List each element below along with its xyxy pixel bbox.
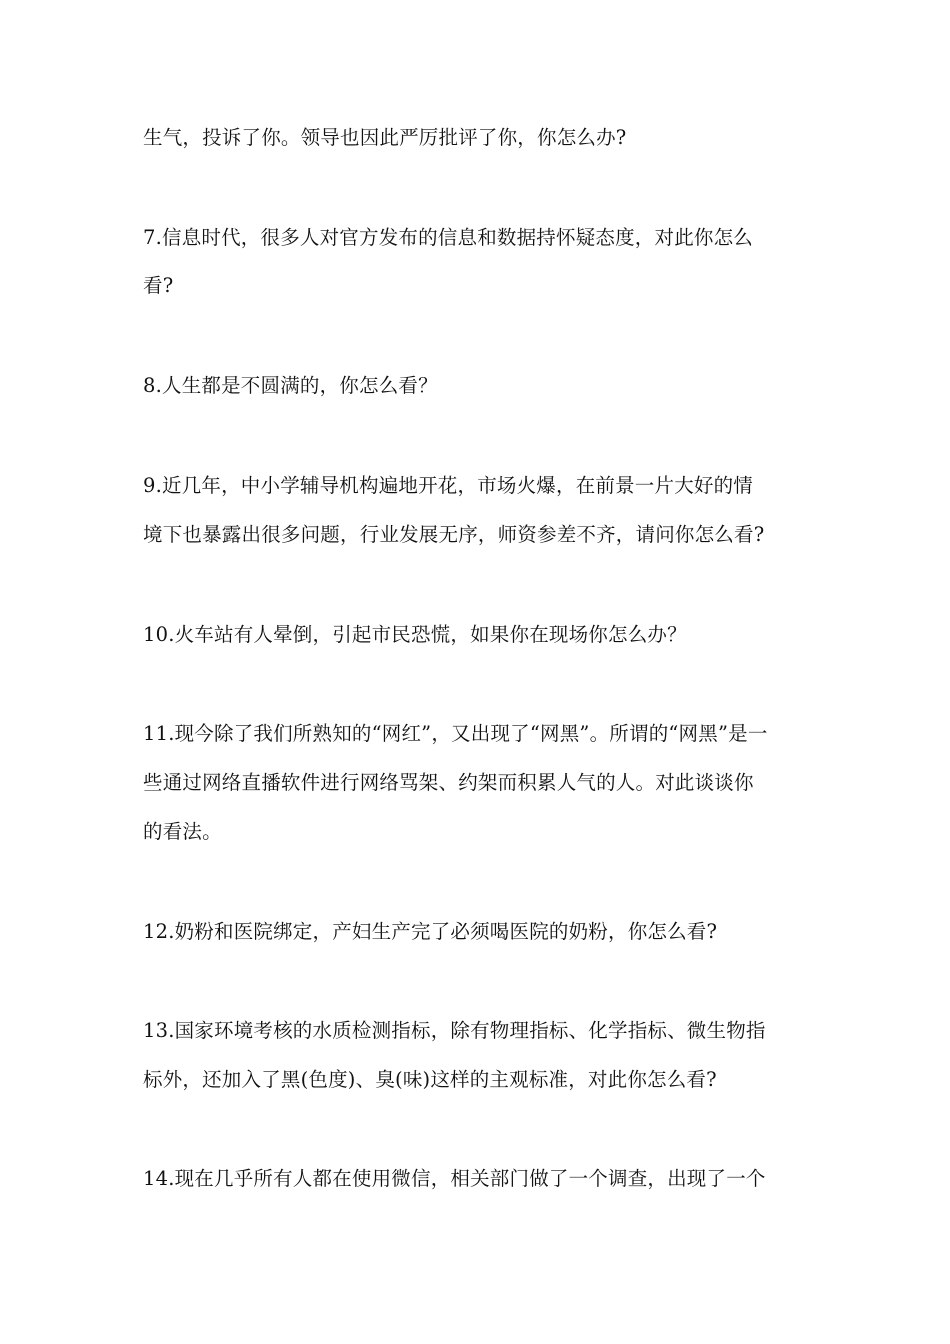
paragraph-7-line-2: 看? [143,274,174,297]
paragraph-13-line-2: 标外，还加入了黑(色度)、臭(味)这样的主观标准，对此你怎么看? [143,1068,717,1091]
paragraph-6-line-1: 生气，投诉了你。领导也因此严厉批评了你，你怎么办? [143,126,627,149]
paragraph-11-line-3: 的看法。 [143,820,222,843]
paragraph-10-line-1: 10.火车站有人晕倒，引起市民恐慌，如果你在现场你怎么办？ [143,623,687,646]
paragraph-8-line-1: 8.人生都是不圆满的，你怎么看？ [143,374,438,397]
paragraph-13-line-1: 13.国家环境考核的水质检测指标，除有物理指标、化学指标、微生物指 [143,1019,766,1042]
paragraph-7-line-1: 7.信息时代，很多人对官方发布的信息和数据持怀疑态度，对此你怎么 [143,226,754,249]
paragraph-9-line-2: 境下也暴露出很多问题，行业发展无序，师资参差不齐，请问你怎么看? [143,523,765,546]
paragraph-11-line-2: 些通过网络直播软件进行网络骂架、约架而积累人气的人。对此谈谈你 [143,771,754,794]
paragraph-12-line-1: 12.奶粉和医院绑定，产妇生产完了必须喝医院的奶粉，你怎么看? [143,920,718,943]
paragraph-14-line-1: 14.现在几乎所有人都在使用微信，相关部门做了一个调查，出现了一个 [143,1167,766,1190]
paragraph-9-line-1: 9.近几年，中小学辅导机构遍地开花，市场火爆，在前景一片大好的情 [143,474,754,497]
paragraph-11-line-1: 11.现今除了我们所熟知的“网红”，又出现了“网黑”。所谓的“网黑”是一 [143,722,768,745]
